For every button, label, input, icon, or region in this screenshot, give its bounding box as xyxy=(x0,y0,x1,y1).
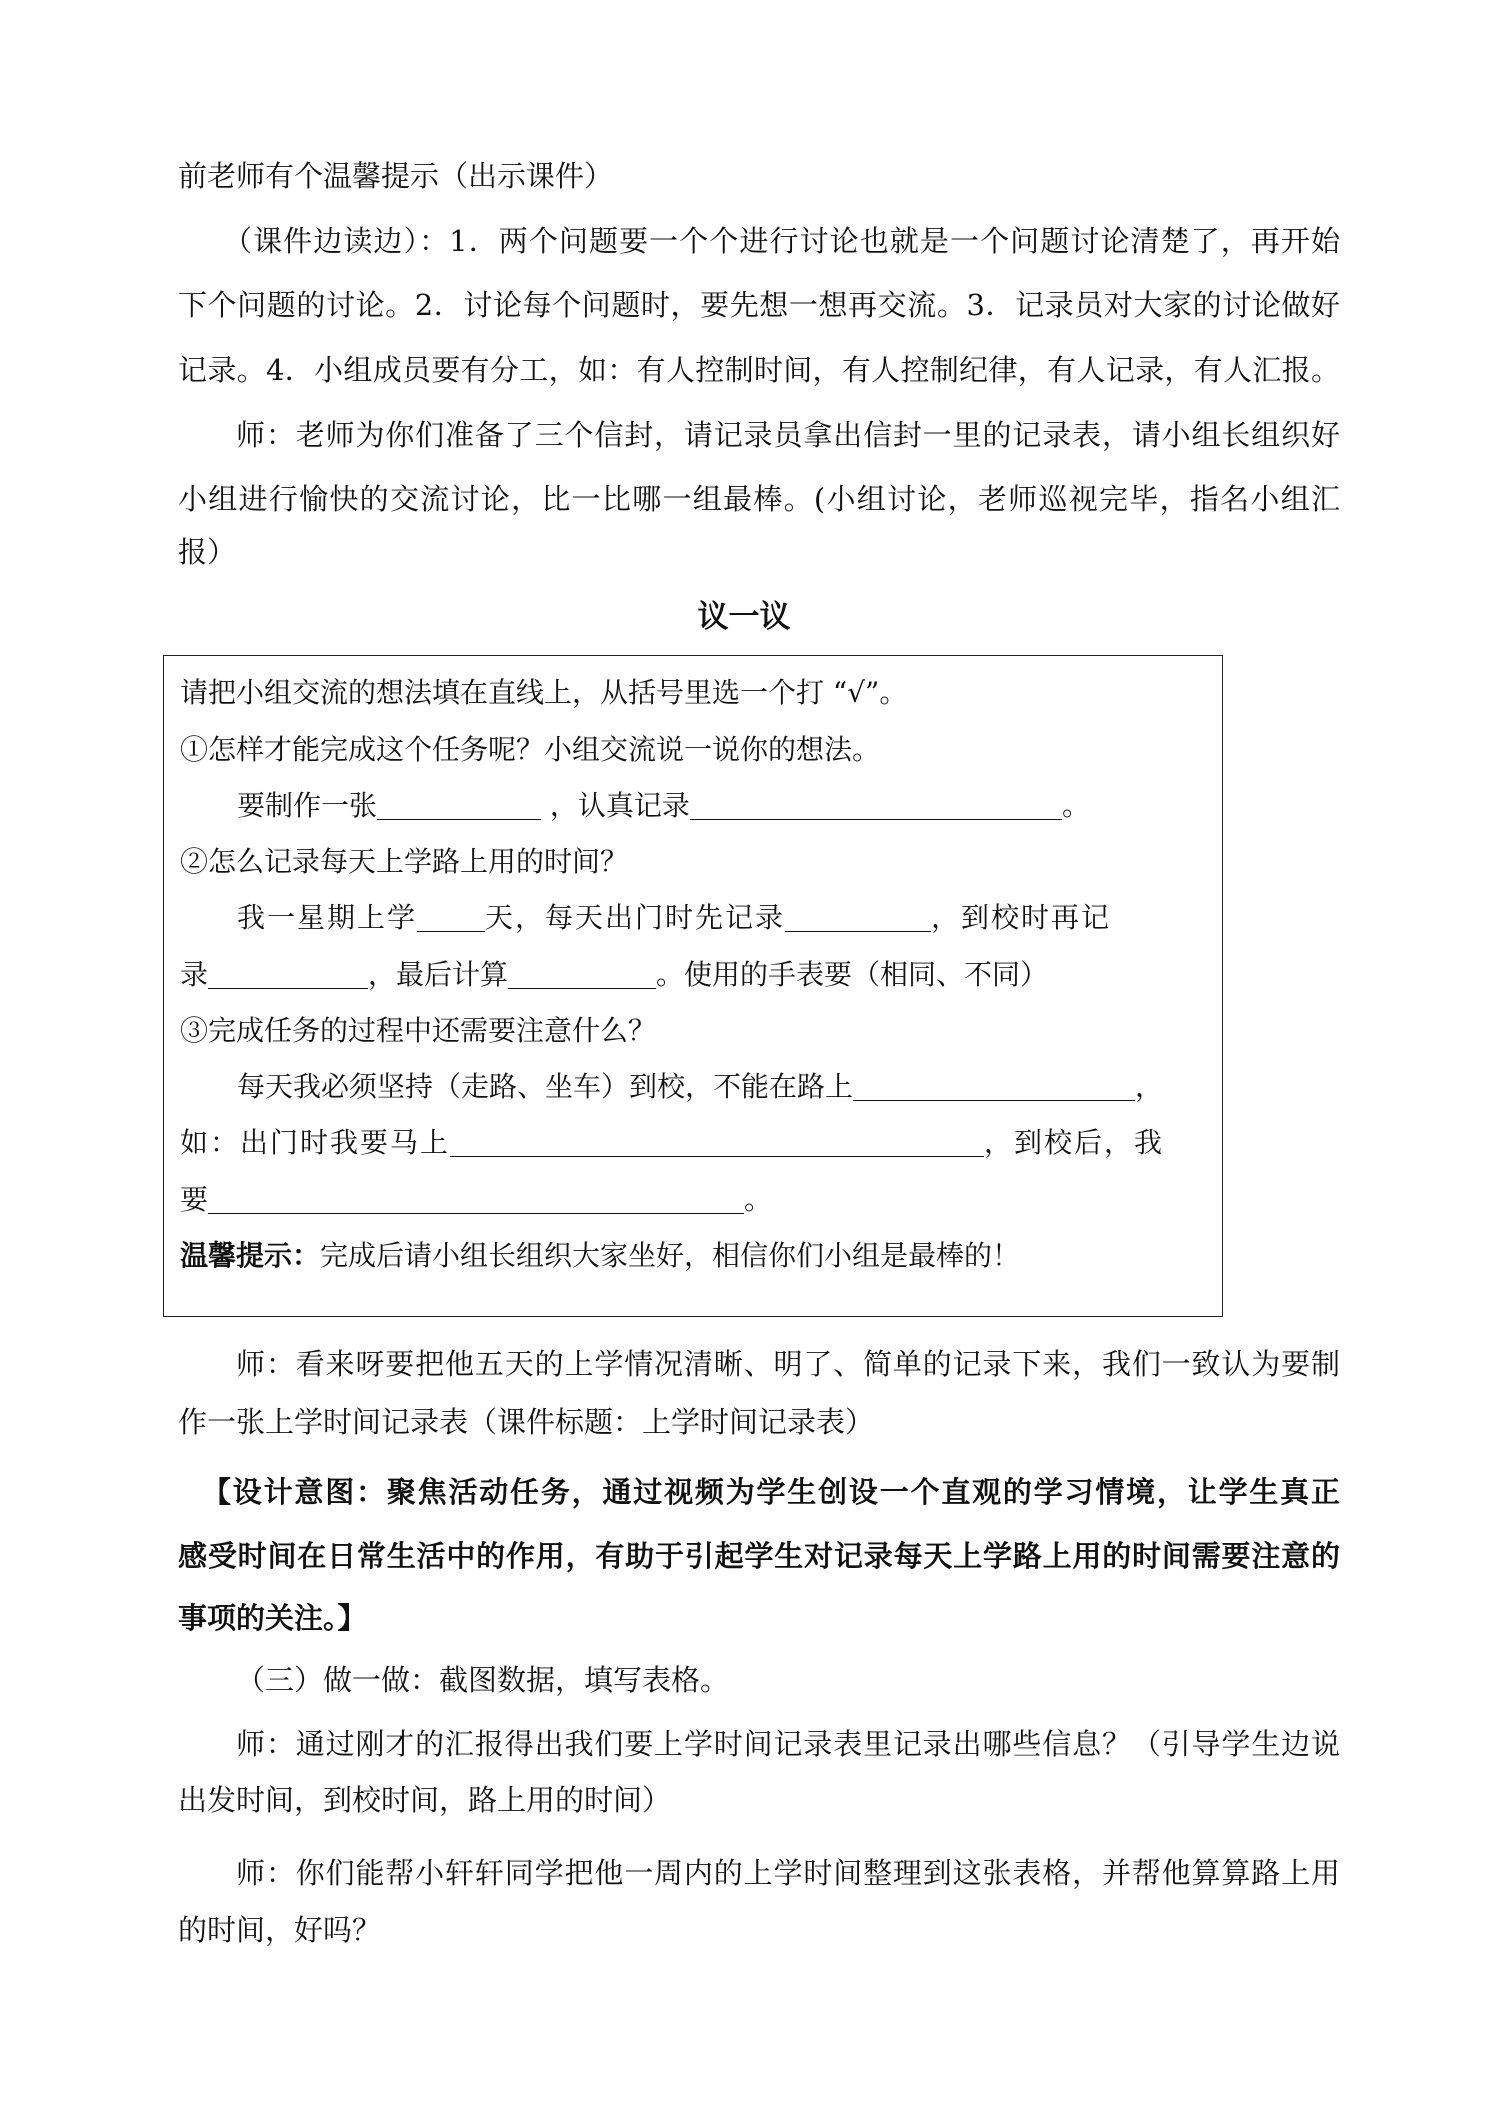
answer-text: 天，每天出门时先记录 xyxy=(485,901,786,934)
design-intent-line: 感受时间在日常生活中的作用，有助于引起学生对记录每天上学路上用的时间需要注意的 xyxy=(178,1539,1340,1573)
answer-text: 要制作一张 xyxy=(237,789,378,822)
warm-tip xyxy=(180,1230,1212,1282)
answer-text: ，最后计算 xyxy=(368,958,509,991)
paragraph-line: 师：看来呀要把他五天的上学情况清晰、明了、简单的记录下来，我们一致认为要制 xyxy=(236,1347,1340,1381)
design-intent-line: 【设计意图：聚焦活动任务，通过视频为学生创设一个直观的学习情境，让学生真正 xyxy=(202,1475,1340,1509)
worksheet-box xyxy=(163,655,1223,1317)
design-intent-line: 事项的关注。】 xyxy=(178,1601,367,1635)
paragraph-line: （课件边读边）：1．两个问题要一个个进行讨论也就是一个问题讨论清楚了，再开始 xyxy=(223,224,1340,258)
fill-blank[interactable] xyxy=(853,1070,1135,1101)
paragraph-line: 师：老师为你们准备了三个信封，请记录员拿出信封一里的记录表，请小组长组织好 xyxy=(236,418,1340,452)
paragraph-line: 前老师有个温馨提示（出示课件） xyxy=(178,159,614,193)
fill-blank[interactable] xyxy=(377,789,541,820)
paragraph-line: 师：你们能帮小轩轩同学把他一周内的上学时间整理到这张表格，并帮他算算路上用 xyxy=(236,1856,1340,1890)
answer-text: 如：出门时我要马上 xyxy=(180,1126,451,1159)
answer-text: 。使用的手表要（相同、不同） xyxy=(656,958,1049,991)
fill-blank[interactable] xyxy=(450,1126,984,1157)
fill-blank[interactable] xyxy=(208,958,368,989)
answer-text: ，认真记录 xyxy=(549,789,690,822)
fill-blank[interactable] xyxy=(785,901,931,932)
paragraph-line: 的时间，好吗？ xyxy=(178,1913,382,1947)
answer-text: 我一星期上学 xyxy=(237,901,418,934)
paragraph-line: 报） xyxy=(178,535,237,569)
answer-line-6 xyxy=(180,1174,1212,1226)
answer-text: 。 xyxy=(744,1183,773,1216)
fill-blank[interactable] xyxy=(208,1183,744,1214)
paragraph-line: （三）做一做：截图数据，填写表格。 xyxy=(236,1663,730,1697)
answer-line-4 xyxy=(237,1061,1269,1113)
paragraph-line: 作一张上学时间记录表（课件标题：上学时间记录表） xyxy=(178,1405,875,1439)
worksheet-instruction: 请把小组交流的想法填在直线上，从括号里选一个打 “√”。 xyxy=(180,676,908,709)
question-1: ①怎样才能完成这个任务呢？小组交流说一说你的想法。 xyxy=(180,733,881,766)
paragraph-line: 出发时间，到校时间，路上用的时间） xyxy=(178,1783,672,1817)
answer-line-5 xyxy=(180,1117,1212,1169)
answer-text: ，到校时再记 xyxy=(931,901,1112,934)
fill-blank[interactable] xyxy=(417,901,485,932)
paragraph-line: 记录。4．小组成员要有分工，如：有人控制时间，有人控制纪律，有人记录，有人汇报。 xyxy=(178,353,1340,387)
answer-line-3 xyxy=(180,949,1212,1001)
answer-line-2 xyxy=(237,892,1212,944)
answer-text: 录 xyxy=(180,958,209,991)
paragraph-line: 下个问题的讨论。2．讨论每个问题时，要先想一想再交流。3．记录员对大家的讨论做好 xyxy=(178,288,1340,322)
fill-blank[interactable] xyxy=(508,958,656,989)
answer-text: ， xyxy=(1135,1070,1164,1103)
paragraph-line: 小组进行愉快的交流讨论，比一比哪一组最棒。(小组讨论，老师巡视完毕，指名小组汇 xyxy=(178,482,1340,516)
paragraph-line: 师：通过刚才的汇报得出我们要上学时间记录表里记录出哪些信息？（引导学生边说 xyxy=(236,1727,1340,1761)
warm-tip-text: 完成后请小组长组织大家坐好，相信你们小组是最棒的！ xyxy=(320,1239,1021,1272)
answer-text: 。 xyxy=(1061,789,1090,822)
question-2: ②怎么记录每天上学路上用的时间？ xyxy=(180,845,629,878)
answer-text: ，到校后，我 xyxy=(984,1126,1165,1159)
answer-line-1 xyxy=(237,780,1269,832)
answer-text: 要 xyxy=(180,1183,209,1216)
fill-blank[interactable] xyxy=(690,789,1062,820)
warm-tip-label: 温馨提示： xyxy=(180,1239,321,1272)
question-3: ③完成任务的过程中还需要注意什么？ xyxy=(180,1014,657,1047)
answer-text: 每天我必须坚持（走路、坐车）到校，不能在路上 xyxy=(237,1070,854,1103)
worksheet-title: 议一议 xyxy=(697,599,791,635)
